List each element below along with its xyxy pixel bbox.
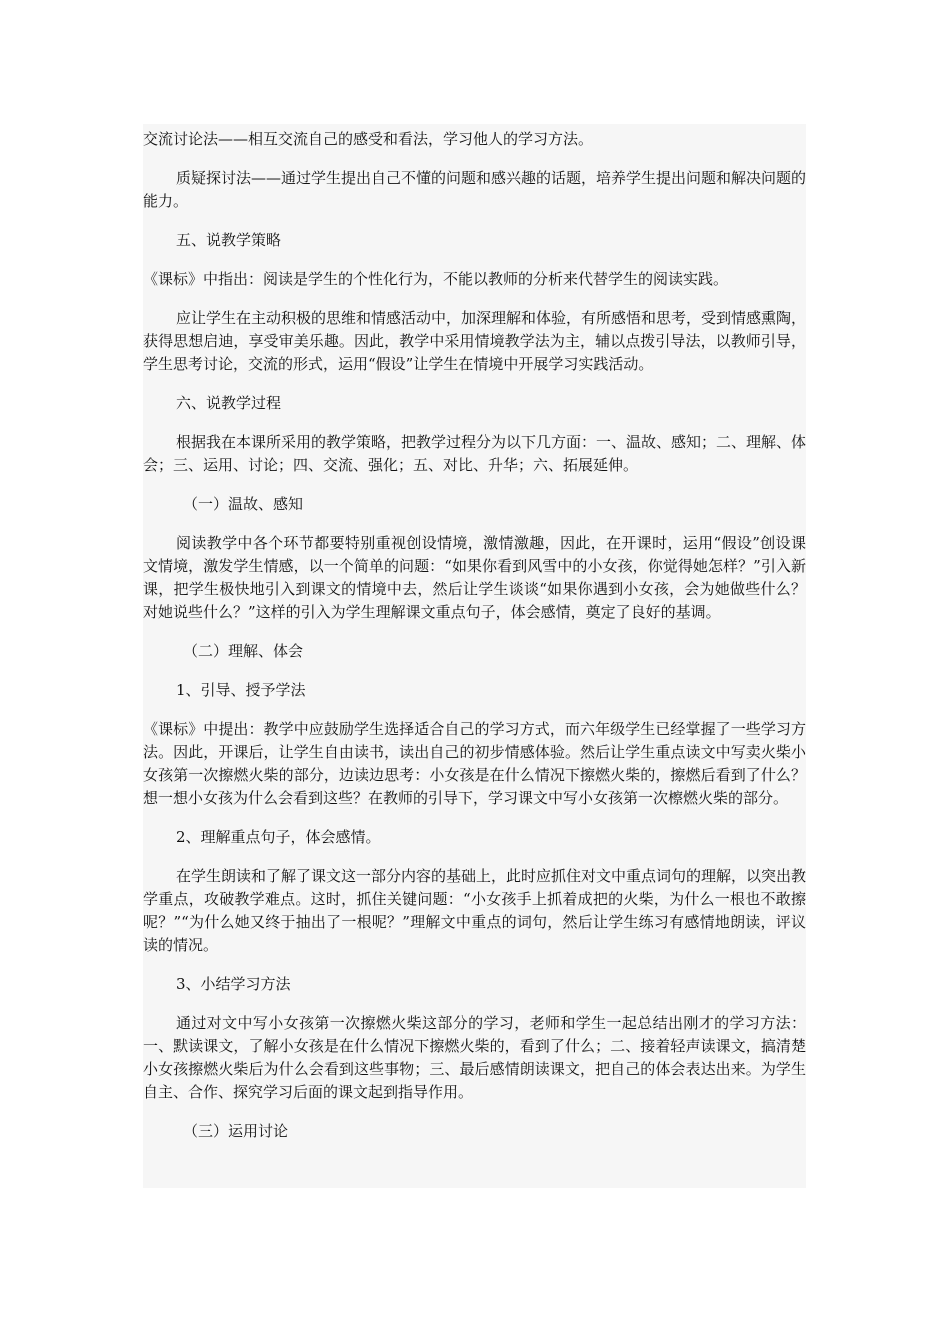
item-heading-guide-method: 1、引导、授予学法	[176, 681, 306, 699]
paragraph-process-overview: 根据我在本课所采用的教学策略，把教学过程分为以下几方面：一、温故、感知；二、理解、体会；三、运用、讨论；四、交流、强化；五、对比、升华；六、拓展延伸。	[143, 433, 807, 474]
subheading-review-perceive: （一）温故、感知	[183, 495, 304, 513]
paragraph-curriculum-reading: 《课标》中指出：阅读是学生的个性化行为，不能以教师的分析来代替学生的阅读实践。	[143, 270, 729, 288]
paragraph-summary-method: 通过对文中写小女孩第一次擦燃火柴这部分的学习，老师和学生一起总结出刚才的学习方法：一、默读课文，了解小女孩是在什么情况下擦燃火柴的，看到了什么；二、接着轻声读课文，搞清楚小女孩擦燃火柴后为什么会看到这些事物；三、最后感情朗读课文，把自己的体会表达出来。为学生自主、合作、探究学习后面的课文起到指导作用。	[143, 1014, 806, 1101]
document-page	[143, 124, 806, 1188]
paragraph-exchange-discussion: 交流讨论法——相互交流自己的感受和看法，学习他人的学习方法。	[143, 130, 594, 148]
paragraph-guide-method: 《课标》中提出：教学中应鼓励学生选择适合自己的学习方式，而六年级学生已经掌握了一些学习方法。因此，开课后，让学生自由读书，读出自己的初步情感体验。然后让学生重点读文中写卖火柴小女孩第一次擦燃火柴的部分，边读边思考：小女孩是在什么情况下擦燃火柴的，擦燃后看到了什么？想一想小女孩为什么会看到这些？在教师的引导下，学习课文中写小女孩第一次檫燃火柴的部分。	[143, 720, 806, 807]
section-heading-teaching-strategy: 五、说教学策略	[176, 231, 282, 249]
paragraph-key-sentences: 在学生朗读和了解了课文这一部分内容的基础上，此时应抓住对文中重点词句的理解，以突出教学重点，攻破教学难点。这时，抓住关键问题：“小女孩手上抓着成把的火柴，为什么一根也不敢擦呢？”“为什么她又终于抽出了一根呢？”理解文中重点的词句，然后让学生练习有感情地朗读，评议读的情况。	[143, 867, 807, 954]
paragraph-questioning-method: 质疑探讨法——通过学生提出自己不懂的问题和感兴趣的话题，培养学生提出问题和解决问题的能力。	[143, 169, 807, 210]
paragraph-review-perceive: 阅读教学中各个环节都要特别重视创设情境，激情激趣，因此，在开课时，运用“假设”创设课文情境，激发学生情感，以一个简单的问题：“如果你看到风雪中的小女孩，你觉得她怎样？”引入新课，把学生极快地引入到课文的情境中去，然后让学生谈谈“如果你遇到小女孩，会为她做些什么？对她说些什么？”这样的引入为学生理解课文重点句子，体会感情，奠定了良好的基调。	[143, 534, 806, 621]
item-heading-summary-method: 3、小结学习方法	[176, 975, 291, 993]
subheading-apply-discuss: （三）运用讨论	[183, 1122, 289, 1140]
subheading-understand-experience: （二）理解、体会	[183, 642, 304, 660]
paragraph-strategy-detail: 应让学生在主动积极的思维和情感活动中，加深理解和体验，有所感悟和思考，受到情感熏陶，获得思想启迪，享受审美乐趣。因此，教学中采用情境教学法为主，辅以点拨引导法，以教师引导，学生思考讨论，交流的形式，运用“假设”让学生在情境中开展学习实践活动。	[143, 309, 807, 373]
item-heading-key-sentences: 2、理解重点句子，体会感情。	[176, 828, 381, 846]
section-heading-teaching-process: 六、说教学过程	[176, 394, 282, 412]
